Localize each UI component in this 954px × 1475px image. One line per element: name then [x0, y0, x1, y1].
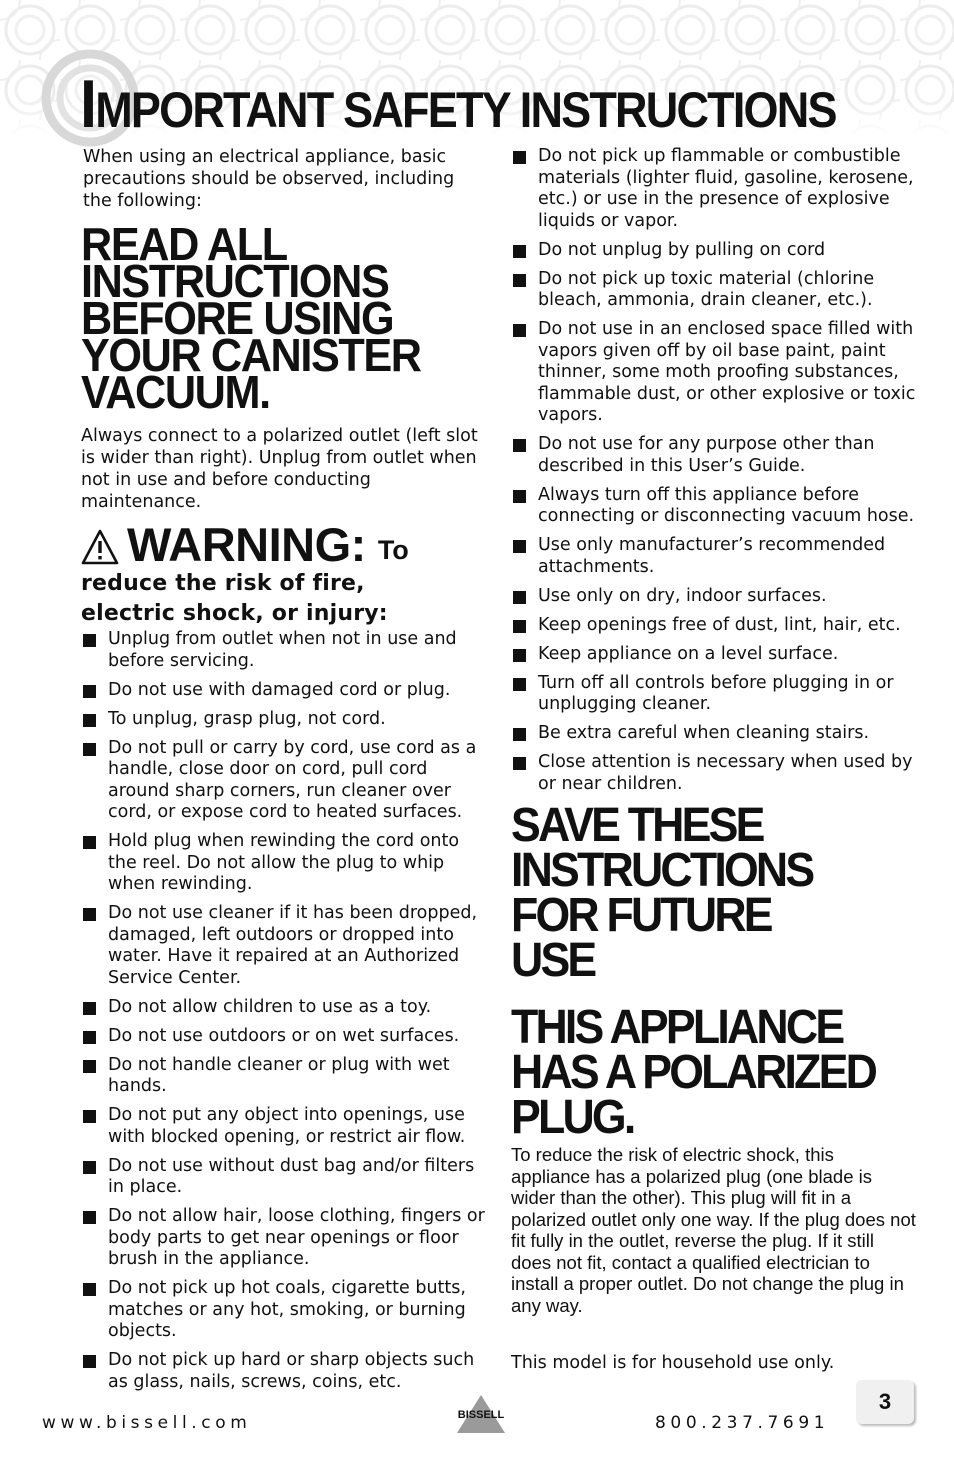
square-bullet-icon	[513, 649, 526, 662]
save-instructions-heading	[511, 799, 888, 987]
warning-word: WARNING:	[127, 518, 366, 571]
heading-line: THIS APPLIANCE	[511, 1001, 843, 1054]
square-bullet-icon	[83, 1211, 96, 1224]
bissell-logo	[447, 1391, 515, 1435]
list-item	[81, 1278, 486, 1343]
warning-triangle-icon	[81, 529, 119, 565]
warning-sub-line: electric shock, or injury:	[81, 601, 388, 626]
list-item-text: Do not use outdoors or on wet surfaces.	[108, 1025, 460, 1046]
title-first-letter: I	[80, 66, 96, 142]
list-item-text: Close attention is necessary when used by or near children.	[538, 752, 913, 794]
right-bullet-list	[511, 146, 916, 795]
list-item-text: Unplug from outlet when not in use and before servicing.	[108, 629, 457, 671]
square-bullet-icon	[83, 836, 96, 849]
list-item	[511, 434, 916, 477]
list-item-text: Use only on dry, indoor surfaces.	[538, 585, 827, 606]
heading-line: USE	[511, 934, 595, 987]
title-rest: MPORTANT SAFETY INSTRUCTIONS	[95, 82, 836, 138]
warning-to: To	[377, 535, 409, 565]
list-item	[81, 709, 486, 731]
square-bullet-icon	[83, 743, 96, 756]
list-item-text: Do not use for any purpose other than described in this User’s Guide.	[538, 434, 875, 476]
square-bullet-icon	[513, 728, 526, 741]
list-item	[81, 1206, 486, 1271]
square-bullet-icon	[513, 678, 526, 691]
list-item-text: Hold plug when rewinding the cord onto the reel. Do not allow the plug to whip when rewinding.	[108, 831, 460, 894]
list-item-text: Do not pick up flammable or combustible materials (lighter fluid, gasoline, kerosene, etc.) or use in the presence of explosive liquids or vapor.	[538, 146, 914, 231]
list-item	[511, 240, 916, 262]
list-item-text: Always turn off this appliance before connecting or disconnecting vacuum hose.	[538, 484, 915, 526]
square-bullet-icon	[513, 490, 526, 503]
logo-text: BISSELL	[457, 1409, 505, 1421]
list-item	[81, 629, 486, 672]
square-bullet-icon	[513, 324, 526, 337]
list-item	[81, 1350, 486, 1393]
list-item	[511, 535, 916, 578]
square-bullet-icon	[513, 540, 526, 553]
list-item-text: Do not pick up hot coals, cigarette butts, matches or any hot, smoking, or burning objects.	[108, 1278, 466, 1341]
warning-heading	[81, 518, 486, 571]
left-bullet-list	[81, 629, 486, 1393]
list-item-text: Use only manufacturer’s recommended attachments.	[538, 535, 886, 577]
square-bullet-icon	[83, 714, 96, 727]
list-item	[511, 723, 916, 745]
list-item-text: Do not use without dust bag and/or filters in place.	[108, 1155, 475, 1197]
list-item	[511, 752, 916, 795]
list-item-text: Do not handle cleaner or plug with wet hands.	[108, 1054, 450, 1096]
list-item-text: Do not pick up toxic material (chlorine bleach, ammonia, drain cleaner, etc.).	[538, 268, 875, 310]
polarized-outlet-text: Always connect to a polarized outlet (left slot is wider than right). Unplug from outlet when not in use and before conducting maintenance.	[81, 426, 478, 512]
list-item-text: To unplug, grasp plug, not cord.	[108, 708, 386, 729]
list-item	[81, 738, 486, 824]
list-item	[81, 680, 486, 702]
square-bullet-icon	[83, 908, 96, 921]
list-item	[511, 485, 916, 528]
list-item	[81, 903, 486, 989]
heading-line: READ ALL	[81, 218, 287, 270]
heading-line: SAVE THESE	[511, 799, 763, 852]
page-title	[80, 66, 836, 142]
square-bullet-icon	[513, 274, 526, 287]
list-item	[511, 319, 916, 427]
square-bullet-icon	[513, 151, 526, 164]
page-number: 3	[856, 1380, 914, 1424]
square-bullet-icon	[83, 685, 96, 698]
list-item-text: Do not unplug by pulling on cord	[538, 239, 826, 260]
list-item-text: Be extra careful when cleaning stairs.	[538, 723, 870, 743]
list-item	[511, 146, 916, 232]
heading-line: VACUUM.	[81, 366, 270, 418]
warning-sub-line: reduce the risk of fire,	[81, 571, 365, 596]
website-url: www.bissell.com	[42, 1413, 252, 1433]
list-item	[511, 615, 916, 637]
list-item	[81, 1105, 486, 1148]
list-item	[81, 1055, 486, 1098]
list-item	[511, 586, 916, 608]
heading-line: INSTRUCTIONS	[81, 255, 389, 307]
list-item	[511, 673, 916, 716]
list-item-text: Keep openings free of dust, lint, hair, etc.	[538, 614, 901, 635]
household-use-text: This model is for household use only.	[511, 1353, 835, 1373]
square-bullet-icon	[513, 439, 526, 452]
list-item-text: Do not pull or carry by cord, use cord as a handle, close door on cord, pull cord around sharp corners, run cleaner over cord, or expose cord to heated surfaces.	[108, 737, 477, 822]
list-item-text: Do not use in an enclosed space filled with vapors given off by oil base paint, paint thinner, some moth proofing substances, flammable dust, or other explosive or toxic vapors.	[538, 319, 916, 425]
list-item	[81, 831, 486, 896]
square-bullet-icon	[83, 1355, 96, 1368]
list-item-text: Turn off all controls before plugging in or unplugging cleaner.	[538, 672, 894, 714]
square-bullet-icon	[83, 1060, 96, 1073]
square-bullet-icon	[83, 634, 96, 647]
right-column	[511, 146, 916, 1374]
square-bullet-icon	[513, 591, 526, 604]
heading-line: YOUR CANISTER	[81, 329, 421, 381]
heading-line: INSTRUCTIONS	[511, 844, 813, 897]
square-bullet-icon	[83, 1031, 96, 1044]
square-bullet-icon	[83, 1283, 96, 1296]
square-bullet-icon	[513, 757, 526, 770]
square-bullet-icon	[83, 1110, 96, 1123]
polarized-plug-text: To reduce the risk of electric shock, this appliance has a polarized plug (one blade is wider than the other). This plug will fit in a polarized outlet only one way. If the plug does not fit fully in the outlet, reverse the plug. If it still does not fit, contact a qualified electrician to install a proper outlet. Do not change the plug in any way.	[511, 1144, 916, 1316]
heading-line: HAS A POLARIZED	[511, 1046, 876, 1099]
list-item	[511, 644, 916, 666]
list-item-text: Do not allow hair, loose clothing, fingers or body parts to get near openings or floor brush in the appliance.	[108, 1206, 485, 1269]
left-column	[81, 146, 486, 1401]
square-bullet-icon	[83, 1161, 96, 1174]
list-item-text: Do not use with damaged cord or plug.	[108, 679, 451, 700]
list-item	[81, 1156, 486, 1199]
square-bullet-icon	[513, 620, 526, 633]
heading-line: FOR FUTURE	[511, 889, 771, 942]
list-item-text: Do not put any object into openings, use with blocked opening, or restrict air flow.	[108, 1105, 466, 1147]
square-bullet-icon	[513, 245, 526, 258]
read-instructions-heading	[81, 218, 462, 418]
heading-line: PLUG.	[511, 1091, 634, 1144]
phone-number: 800.237.7691	[655, 1413, 830, 1433]
heading-line: BEFORE USING	[81, 292, 394, 344]
list-item-text: Do not pick up hard or sharp objects such as glass, nails, screws, coins, etc.	[108, 1350, 475, 1392]
polarized-plug-heading	[511, 1001, 888, 1144]
list-item	[81, 997, 486, 1019]
list-item-text: Do not use cleaner if it has been dropped, damaged, left outdoors or dropped into water. Have it repaired at an Authorized Service Center.	[108, 903, 478, 988]
list-item	[511, 269, 916, 312]
list-item-text: Do not allow children to use as a toy.	[108, 996, 432, 1017]
square-bullet-icon	[83, 1002, 96, 1015]
warning-subheading	[81, 569, 486, 629]
list-item	[81, 1026, 486, 1048]
list-item-text: Keep appliance on a level surface.	[538, 643, 839, 664]
intro-text: When using an electrical appliance, basic precautions should be observed, including the following:	[83, 147, 455, 211]
